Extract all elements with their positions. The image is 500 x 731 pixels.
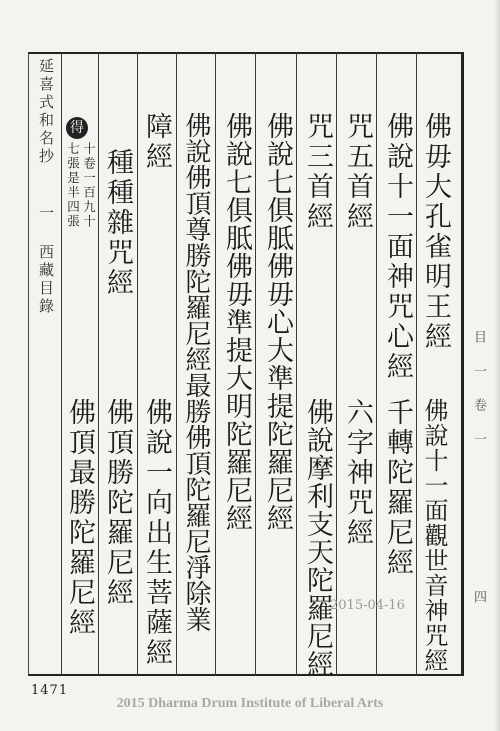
- seal-mark: 得: [66, 117, 88, 139]
- margin-title: 延喜式和名抄: [37, 58, 55, 166]
- sutra-title: 佛說十一面觀世音神咒經: [420, 398, 448, 673]
- sutra-title: 種種雜咒經: [102, 148, 133, 298]
- sutra-title: 咒三首經: [302, 112, 333, 232]
- annotation-note: 七張是半四張: [65, 142, 81, 229]
- sutra-title: 佛說十一面神咒心經: [382, 112, 413, 382]
- column-rule: [416, 52, 417, 676]
- column-rule: [296, 52, 297, 676]
- date-stamp: 2015-04-16: [330, 598, 405, 613]
- sutra-title: 佛說七俱胝佛毋準提大明陀羅尼經: [221, 112, 252, 532]
- margin-marker: 目 一 卷 一: [471, 330, 486, 448]
- column-rule: [98, 52, 99, 676]
- sutra-title: 佛說一向出生菩薩經: [141, 398, 172, 668]
- sutra-title: 佛毋大孔雀明王經: [420, 112, 451, 352]
- sutra-title: 佛頂最勝陀羅尼經: [64, 398, 95, 638]
- sutra-title: 佛說佛頂尊勝陀羅尼經最勝佛頂陀羅尼淨除業: [181, 112, 211, 632]
- sutra-title: 佛頂勝陀羅尼經: [102, 398, 133, 608]
- margin-subtitle: 一 西藏目錄: [37, 205, 55, 316]
- annotation-note: 十卷一百九十: [81, 142, 97, 229]
- column-rule: [255, 52, 256, 676]
- column-rule: [61, 52, 62, 676]
- column-rule: [176, 52, 177, 676]
- sutra-title: 千轉陀羅尼經: [382, 398, 413, 578]
- sutra-title: 六字神咒經: [342, 398, 373, 548]
- column-rule: [336, 52, 337, 676]
- column-rule: [376, 52, 377, 676]
- column-rule: [137, 52, 138, 676]
- margin-marker: 四: [471, 590, 486, 606]
- sutra-title: 障經: [141, 112, 172, 172]
- sutra-title: 佛說七俱胝佛毋心大準提陀羅尼經: [262, 112, 293, 532]
- column-rule: [215, 52, 216, 676]
- scan-shadow: [494, 0, 500, 731]
- sutra-title: 咒五首經: [342, 112, 373, 232]
- page-number: 1471: [31, 683, 69, 698]
- copyright-footer: 2015 Dharma Drum Institute of Liberal Arts: [116, 696, 384, 711]
- sutra-title: 佛說摩利支天陀羅尼經: [302, 398, 333, 678]
